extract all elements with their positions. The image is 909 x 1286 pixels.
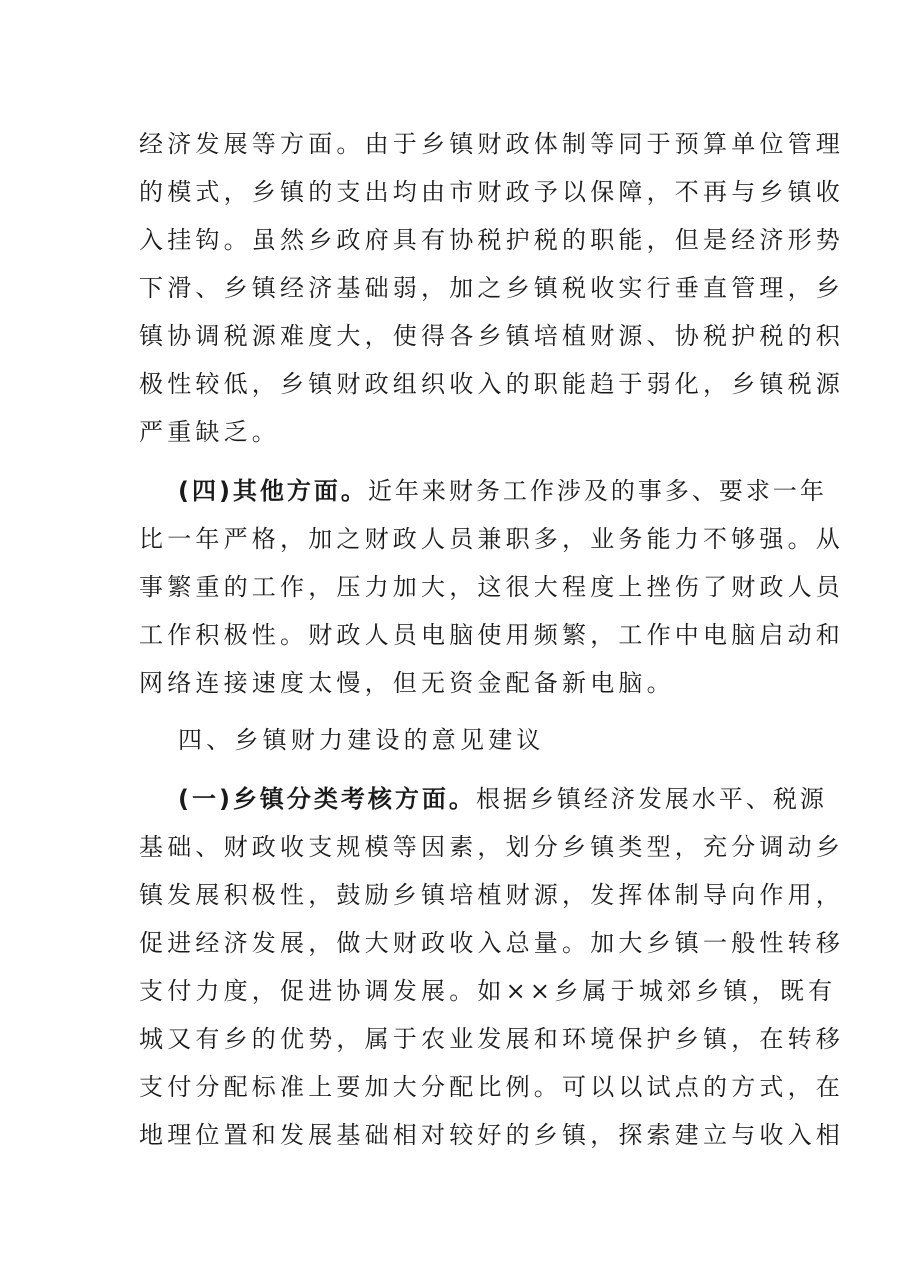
paragraph-3-heading: (一)乡镇分类考核方面。 bbox=[178, 785, 476, 813]
paragraph-3-line-4: 促进经济发展，做大财政收入总量。加大乡镇一般性转移 bbox=[139, 929, 844, 957]
paragraph-1-line-3: 入挂钩。虽然乡政府具有协税护税的职能，但是经济形势 bbox=[139, 226, 844, 254]
paragraph-1-line-6: 极性较低，乡镇财政组织收入的职能趋于弱化，乡镇税源 bbox=[139, 370, 844, 398]
paragraph-1-line-2: 的模式，乡镇的支出均由市财政予以保障，不再与乡镇收 bbox=[139, 178, 844, 206]
paragraph-2-line-3: 事繁重的工作，压力加大，这很大程度上挫伤了财政人员 bbox=[139, 573, 844, 601]
paragraph-2-heading: (四)其他方面。 bbox=[178, 477, 368, 505]
section-heading: 四、乡镇财力建设的意见建议 bbox=[178, 726, 545, 754]
paragraph-2-line-4: 工作积极性。财政人员电脑使用频繁，工作中电脑启动和 bbox=[139, 621, 844, 649]
paragraph-3-line-3: 镇发展积极性，鼓励乡镇培植财源，发挥体制导向作用， bbox=[139, 881, 844, 909]
paragraph-2-first-line-text: 近年来财务工作涉及的事多、要求一年 bbox=[367, 477, 827, 505]
paragraph-2-line-1 bbox=[0, 475, 909, 507]
paragraph-1-line-5: 镇协调税源难度大，使得各乡镇培植财源、协税护税的积 bbox=[139, 322, 844, 350]
paragraph-1-line-1: 经济发展等方面。由于乡镇财政体制等同于预算单位管理 bbox=[139, 130, 844, 158]
paragraph-2-line-2: 比一年严格，加之财政人员兼职多，业务能力不够强。从 bbox=[139, 525, 844, 553]
paragraph-3-line-1 bbox=[0, 783, 909, 815]
paragraph-3-first-line-text: 根据乡镇经济发展水平、税源 bbox=[475, 785, 827, 813]
paragraph-1-line-4: 下滑、乡镇经济基础弱，加之乡镇税收实行垂直管理，乡 bbox=[139, 274, 844, 302]
paragraph-3-line-8: 地理位置和发展基础相对较好的乡镇，探索建立与收入相 bbox=[139, 1121, 844, 1149]
paragraph-3-line-7: 支付分配标准上要加大分配比例。可以以试点的方式，在 bbox=[139, 1073, 844, 1101]
paragraph-3-line-6: 城又有乡的优势，属于农业发展和环境保护乡镇，在转移 bbox=[139, 1025, 844, 1053]
paragraph-3-line-2: 基础、财政收支规模等因素，划分乡镇类型，充分调动乡 bbox=[139, 833, 844, 861]
paragraph-3-line-5: 支付力度，促进协调发展。如××乡属于城郊乡镇，既有 bbox=[139, 977, 837, 1005]
paragraph-1-line-7: 严重缺乏。 bbox=[139, 418, 280, 446]
paragraph-2-line-5: 网络连接速度太慢，但无资金配备新电脑。 bbox=[139, 669, 675, 697]
